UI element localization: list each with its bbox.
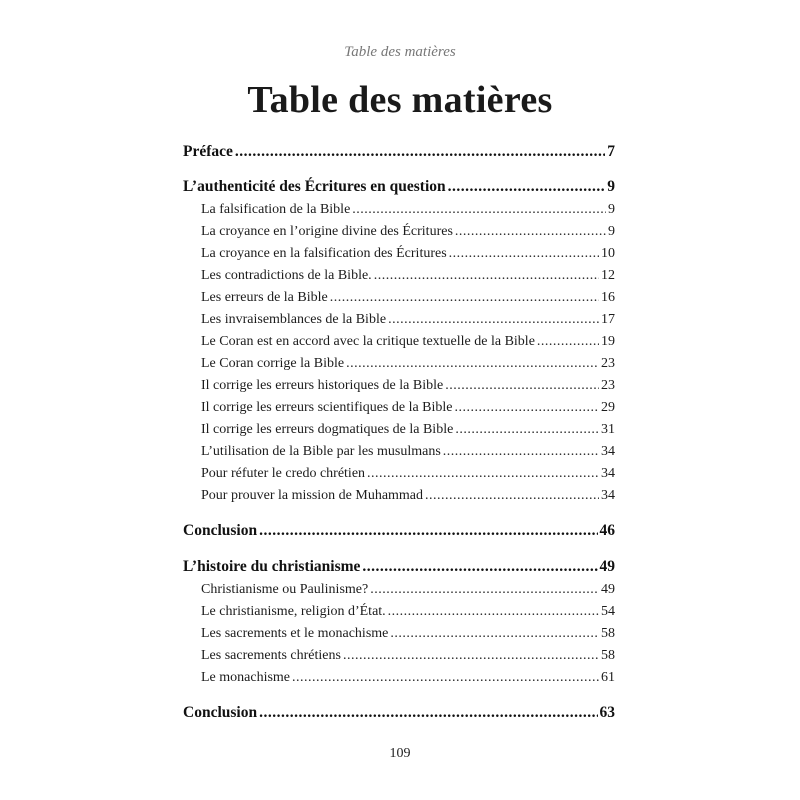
toc-entry-label: Le christianisme, religion d’État.	[201, 604, 386, 619]
dot-leader	[352, 199, 606, 221]
toc-entry-section[interactable]	[183, 623, 615, 645]
dot-leader	[537, 331, 599, 353]
toc-entry-page: 9	[608, 202, 615, 217]
toc-entry-page: 29	[601, 400, 615, 415]
toc-entry-section[interactable]	[183, 441, 615, 463]
toc-entry-section[interactable]	[183, 667, 615, 689]
toc-entry-label: Le Coran corrige la Bible	[201, 356, 345, 371]
toc-entry-conclusion-2[interactable]	[183, 701, 615, 725]
toc-entry-label: Les contradictions de la Bible.	[201, 268, 372, 283]
toc-entry-section[interactable]	[183, 375, 615, 397]
toc-entry-label: L’histoire du christianisme	[183, 558, 361, 575]
toc-entry-label: Conclusion	[183, 704, 258, 721]
dot-leader	[455, 397, 599, 419]
dot-leader	[445, 375, 599, 397]
toc-entry-page: 58	[601, 648, 615, 663]
toc-entry-label: Le monachisme	[201, 670, 291, 685]
dot-leader	[449, 243, 599, 265]
toc-entry-page: 34	[601, 466, 615, 481]
toc-entry-label: Il corrige les erreurs dogmatiques de la Bible	[201, 422, 454, 437]
toc-entry-section[interactable]	[183, 419, 615, 441]
dot-leader	[330, 287, 599, 309]
toc-entry-section[interactable]	[183, 397, 615, 419]
toc-entry-page: 10	[601, 246, 615, 261]
toc-entry-section[interactable]	[183, 463, 615, 485]
toc-entry-label: Il corrige les erreurs scientifiques de la Bible	[201, 400, 453, 415]
toc-entry-page: 58	[601, 626, 615, 641]
toc-entry-chapter-2[interactable]	[183, 555, 615, 579]
toc-entry-label: Préface	[183, 143, 233, 160]
dot-leader	[343, 645, 599, 667]
page-title: Table des matières	[247, 79, 553, 121]
dot-leader	[362, 555, 597, 579]
toc-entry-section[interactable]	[183, 309, 615, 331]
toc-entry-section[interactable]	[183, 287, 615, 309]
toc-entry-label: L’authenticité des Écritures en question	[183, 178, 446, 195]
toc-entry-section[interactable]	[183, 243, 615, 265]
toc-entry-label: Pour réfuter le credo chrétien	[201, 466, 366, 481]
toc-entry-page: 17	[601, 312, 615, 327]
toc-entry-page: 34	[601, 488, 615, 503]
toc-entry-label: Conclusion	[183, 522, 258, 539]
toc-entry-label: Christianisme ou Paulinisme?	[201, 582, 369, 597]
toc-entry-section[interactable]	[183, 601, 615, 623]
toc-entry-label: Les sacrements et le monachisme	[201, 626, 389, 641]
toc-entry-chapter-1[interactable]	[183, 175, 615, 199]
dot-leader	[259, 701, 597, 725]
running-head: Table des matières	[344, 44, 456, 60]
toc-entry-page: 19	[601, 334, 615, 349]
dot-leader	[367, 463, 599, 485]
toc-entry-label: Le Coran est en accord avec la critique textuelle de la Bible	[201, 334, 535, 349]
dot-leader	[374, 265, 599, 287]
toc-entry-label: L’utilisation de la Bible par les musulmans	[201, 444, 441, 459]
toc-entry-page: 49	[601, 582, 615, 597]
toc-entry-page: 12	[601, 268, 615, 283]
dot-leader	[388, 309, 599, 331]
toc-entry-page: 46	[599, 522, 615, 539]
toc-entry-section[interactable]	[183, 353, 615, 375]
toc-entry-label: Les erreurs de la Bible	[201, 290, 328, 305]
toc-entry-page: 9	[608, 224, 615, 239]
toc-entry-label: Pour prouver la mission de Muhammad	[201, 488, 424, 503]
toc-entry-page: 23	[601, 356, 615, 371]
toc-entry-page: 31	[601, 422, 615, 437]
toc-entry-label: La croyance en la falsification des Écritures	[201, 246, 447, 261]
toc-entry-page: 61	[601, 670, 615, 685]
dot-leader	[455, 419, 599, 441]
dot-leader	[448, 175, 606, 199]
toc-entry-section[interactable]	[183, 265, 615, 287]
toc-entry-conclusion-1[interactable]	[183, 519, 615, 543]
toc-entry-label: Les sacrements chrétiens	[201, 648, 341, 663]
toc-entry-page: 23	[601, 378, 615, 393]
toc-entry-section[interactable]	[183, 579, 615, 601]
toc-entry-page: 34	[601, 444, 615, 459]
dot-leader	[443, 441, 599, 463]
toc-entry-page: 9	[607, 178, 615, 195]
toc-entry-label: Il corrige les erreurs historiques de la Bible	[201, 378, 444, 393]
dot-leader	[425, 485, 599, 507]
dot-leader	[370, 579, 599, 601]
dot-leader	[390, 623, 599, 645]
toc-entry-label: La falsification de la Bible	[201, 202, 351, 217]
dot-leader	[388, 601, 599, 623]
toc-entry-page: 16	[601, 290, 615, 305]
dot-leader	[292, 667, 599, 689]
toc-entry-label: Les invraisemblances de la Bible	[201, 312, 387, 327]
table-of-contents	[183, 140, 615, 725]
toc-entry-page: 54	[601, 604, 615, 619]
toc-entry-section[interactable]	[183, 199, 615, 221]
dot-leader	[259, 519, 597, 543]
toc-entry-page: 63	[599, 704, 615, 721]
page-number: 109	[389, 746, 411, 761]
toc-entry-section[interactable]	[183, 221, 615, 243]
dot-leader	[455, 221, 606, 243]
toc-entry-section[interactable]	[183, 645, 615, 667]
toc-entry-section[interactable]	[183, 331, 615, 353]
toc-entry-preface[interactable]	[183, 140, 615, 164]
toc-entry-label: La croyance en l’origine divine des Écritures	[201, 224, 453, 239]
dot-leader	[235, 140, 605, 164]
dot-leader	[346, 353, 599, 375]
toc-entry-section[interactable]	[183, 485, 615, 507]
toc-entry-page: 49	[599, 558, 615, 575]
toc-entry-page: 7	[607, 143, 615, 160]
